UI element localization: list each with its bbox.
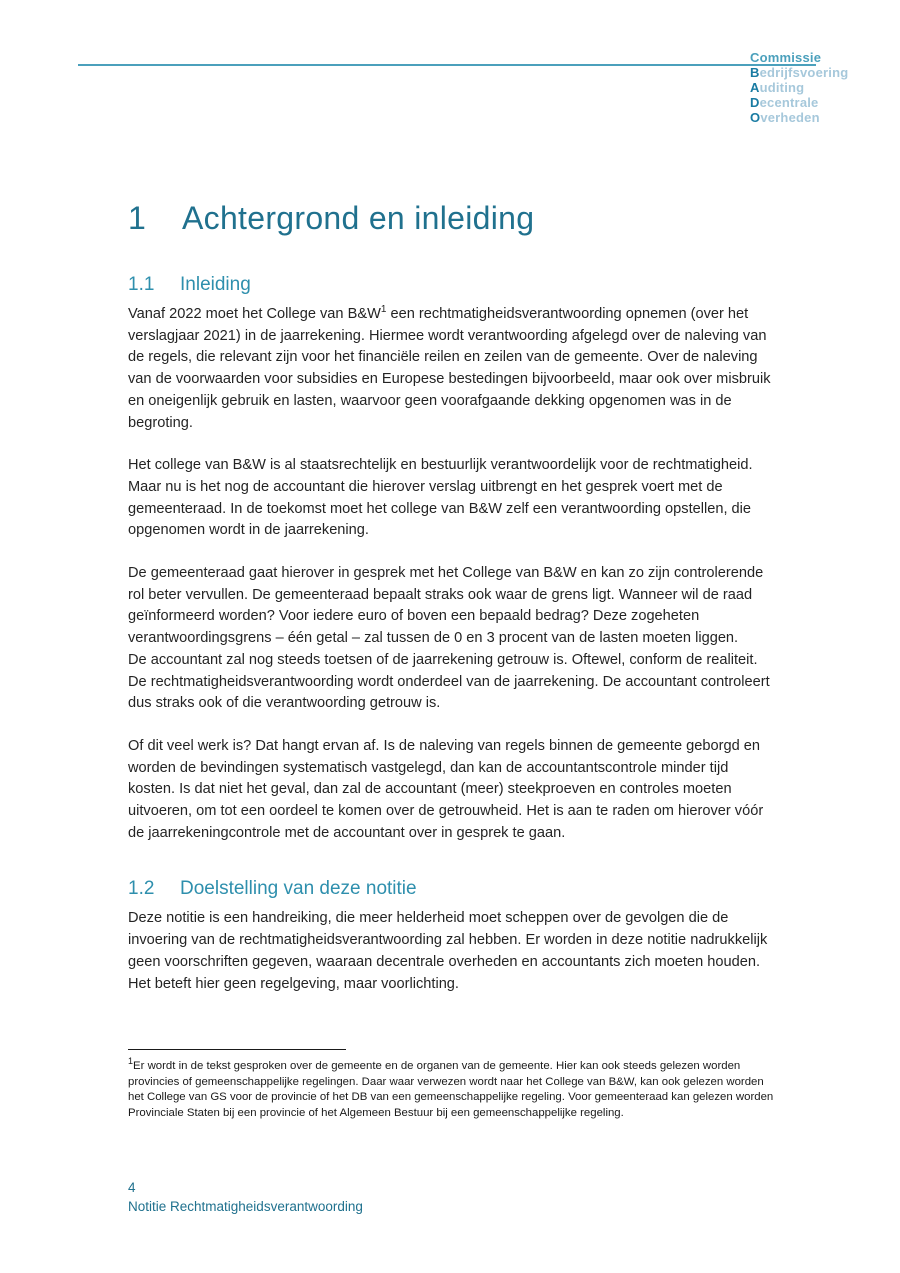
- logo-initial-b: B: [750, 65, 760, 80]
- logo-line-commissie: Commissie: [750, 50, 822, 65]
- paragraph: De gemeenteraad gaat hierover in gesprek met het College van B&W en kan zo zijn controlerende rol beter vervullen. De gemeenteraad bepaalt straks ook waar de grens ligt. Wanneer wil de raad geïnformeerd worden? Voor iedere euro of boven een bepaald bedrag? Deze zogeheten verantwoordingsgrens – één getal – zal tussen de 0 en 3 procent van de lasten moeten liggen.: [128, 565, 764, 647]
- section-number: 1.2: [128, 878, 155, 900]
- bado-logo: [750, 50, 880, 125]
- logo-rest: ecentrale: [759, 95, 819, 110]
- footnote-marker: 1: [128, 1056, 134, 1067]
- header-divider-line: [78, 64, 816, 66]
- logo-rest: edrijfsvoering: [759, 65, 849, 80]
- paragraph: Het college van B&W is al staatsrechtelijk en bestuurlijk verantwoordelijk voor de rechtmatigheid. Maar nu is het nog de accountant die hierover verslag uitbrengt en het gesprek voert met de gemeenteraad. In de toekomst moet het college van B&W zelf een verantwoording opstellen, die opgenomen wordt in de jaarrekening.: [128, 457, 753, 539]
- logo-initial-o: O: [750, 110, 761, 125]
- chapter-number: 1: [128, 200, 147, 236]
- logo-initial-d: D: [750, 95, 760, 110]
- paragraph: De accountant zal nog steeds toetsen of de jaarrekening getrouw is. Oftewel, conform de realiteit. De rechtmatigheidsverantwoording wordt onderdeel van de jaarrekening. De accountant controleert dus straks ook of die verantwoording getrouw is.: [128, 651, 770, 712]
- paragraph-text: Vanaf 2022 moet het College van B&W: [128, 306, 381, 322]
- document-title-footer: Notitie Rechtmatigheidsverantwoording: [128, 1199, 363, 1214]
- chapter-title: [128, 196, 776, 240]
- section-title-1-2: [128, 878, 776, 900]
- paragraph: Deze notitie is een handreiking, die meer helderheid moet scheppen over de gevolgen die de invoering van de rechtmatigheidsverantwoording zal hebben. Er worden in deze notitie nadrukkelijk geen voorschriften gegeven, waaraan decentrale overheden en accountants zich moeten houden. Het beteft hier geen regelgeving, maar voorlichting.: [128, 910, 768, 992]
- logo-line-auditing: [750, 80, 880, 95]
- section-number: 1.1: [128, 274, 155, 295]
- footnote-divider-line: [128, 1049, 346, 1050]
- paragraph: Of dit veel werk is? Dat hangt ervan af. Is de naleving van regels binnen de gemeente geborgd en worden de bevindingen systematisch vastgelegd, dan kan de accountantscontrole minder tijd kosten. Is dat niet het geval, dan zal de accountant (meer) steekproeven en controles moeten uitvoeren, om tot een oordeel te komen over de getrouwheid. Het is aan te raden om hierover vóór de jaarrekeningcontrole met de accountant over in gesprek te gaan.: [128, 737, 764, 841]
- document-body: [128, 196, 776, 1016]
- logo-line-bedrijfsvoering: [750, 65, 880, 80]
- page-footer: [128, 1178, 363, 1216]
- footnote-block: [128, 1049, 776, 1121]
- section-title-text: Inleiding: [180, 274, 251, 295]
- page-number: 4: [128, 1180, 136, 1195]
- footnote-reference: 1: [380, 304, 387, 316]
- section-title-text: Doelstelling van deze notitie: [180, 878, 417, 900]
- paragraph-text: een rechtmatigheidsverantwoording opnemen (over het verslagjaar 2021) in de jaarrekening. Hiermee wordt verantwoording afgelegd over de naleving van de regels, die relevant zijn voor het financiële reilen en zeilen van de gemeente. Over de naleving van de voorwaarden voor subsidies en Europese bestedingen bijvoorbeeld, maar ook over misbruik en oneigenlijk gebruik en lasten, waarvoor geen voorafgaande dekking opgenomen was in de begroting.: [128, 306, 771, 431]
- logo-line-overheden: [750, 110, 880, 125]
- logo-line-decentrale: [750, 95, 880, 110]
- chapter-title-text: Achtergrond en inleiding: [182, 200, 535, 236]
- footnote-text: [128, 1056, 776, 1121]
- section-title-1-1: [128, 274, 776, 296]
- paragraph: [128, 304, 776, 434]
- logo-initial-a: A: [750, 80, 760, 95]
- logo-rest: uditing: [759, 80, 805, 95]
- logo-rest: verheden: [760, 110, 820, 125]
- footnote-body: Er wordt in de tekst gesproken over de gemeente en de organen van de gemeente. Hier kan ook steeds gelezen worden provincies of gemeenschappelijke regelingen. Daar waar verwezen wordt naar het College van B&W, kan ook gelezen worden het College van GS voor de provincie of het DB van een gemeenschappelijke regeling. Voor gemeenteraad kan gelezen worden Provinciale Staten bij een provincie of het Algemeen Bestuur bij een gemeenschappelijke regeling.: [128, 1060, 774, 1119]
